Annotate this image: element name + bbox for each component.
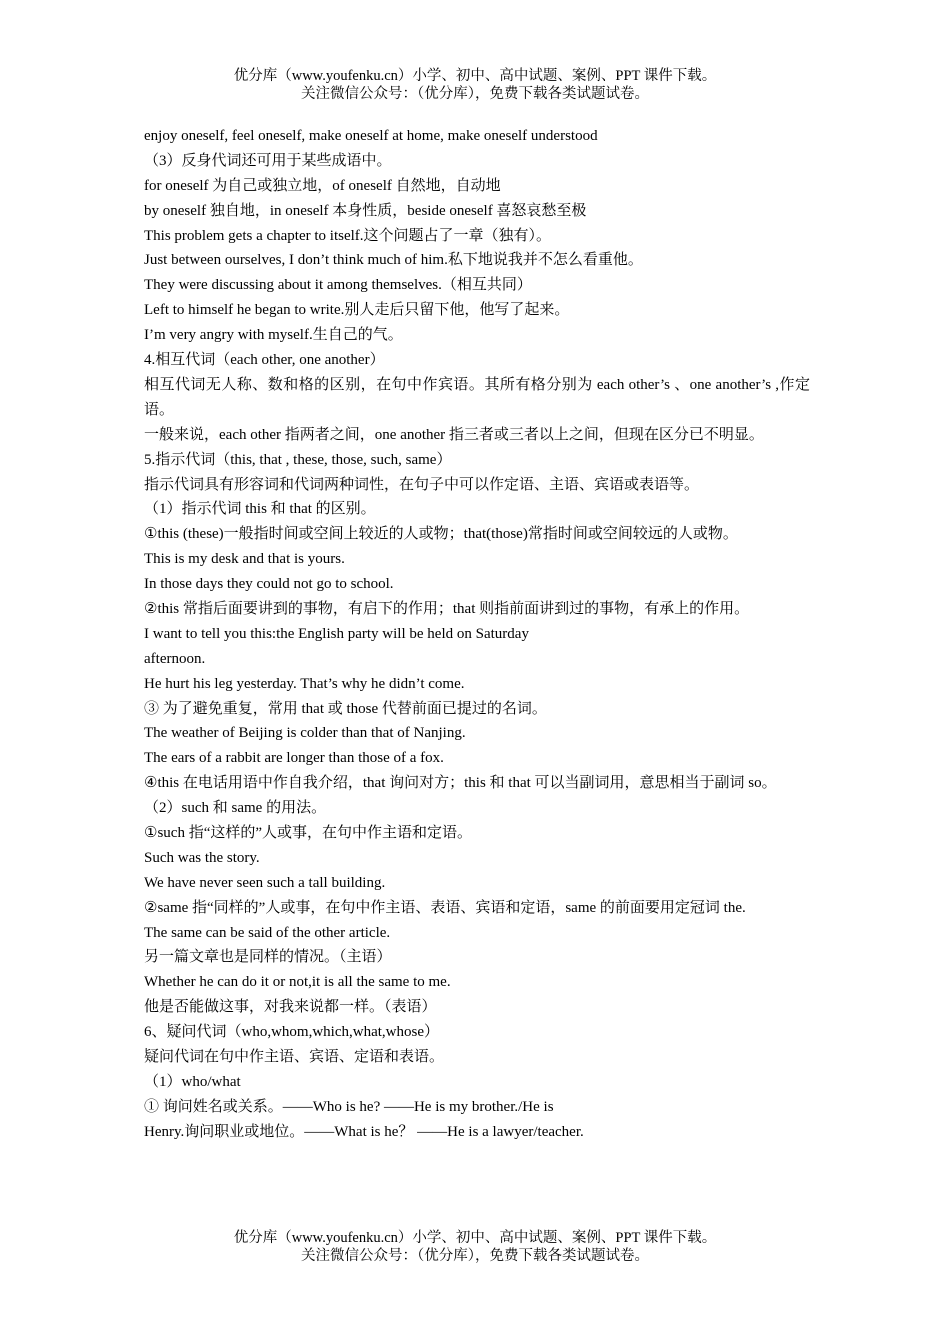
- text-line: This problem gets a chapter to itself.这个问题占了一章（独有）。: [144, 227, 552, 244]
- page-header: [0, 67, 950, 103]
- text-line: 他是否能做这事，对我来说都一样。（表语）: [144, 999, 437, 1016]
- header-line-2: 关注微信公众号：（优分库），免费下载各类试题试卷。: [301, 86, 649, 102]
- paragraph: 一般来说，each other 指两者之间，one another 指三者或三者以上之间，但现在区分已不明显。: [144, 426, 764, 443]
- footer-line-2: 关注微信公众号：（优分库），免费下载各类试题试卷。: [301, 1248, 649, 1264]
- text-line: ① 询问姓名或关系。——Who is he? ——He is my brother./He is: [144, 1098, 554, 1115]
- example-sentence: Whether he can do it or not,it is all the same to me.: [144, 974, 451, 991]
- text-line: for oneself 为自己或独立地，of oneself 自然地，自动地: [144, 177, 501, 194]
- text-line: 指示代词具有形容词和代词两种词性，在句子中可以作定语、主语、宾语或表语等。: [144, 476, 700, 493]
- example-sentence: He hurt his leg yesterday. That’s why he didn’t come.: [144, 675, 465, 692]
- section-heading: 5.指示代词（this, that , these, those, such, same）: [144, 451, 452, 468]
- text-line: ②this 常指后面要讲到的事物，有启下的作用；that 则指前面讲到过的事物，有承上的作用。: [144, 600, 750, 617]
- example-sentence: Such was the story.: [144, 849, 260, 866]
- example-sentence: I want to tell you this:the English party will be held on Saturday: [144, 625, 529, 642]
- text-line: Henry.询问职业或地位。——What is he？ ——He is a lawyer/teacher.: [144, 1123, 584, 1140]
- paragraph: ②same 指“同样的”人或事，在句中作主语、表语、宾语和定语，same 的前面要用定冠词 the.: [144, 899, 746, 916]
- text-line: enjoy oneself, feel oneself, make oneself at home, make oneself understood: [144, 128, 598, 144]
- text-line: ③ 为了避免重复，常用 that 或 those 代替前面已提过的名词。: [144, 700, 547, 717]
- document-body: [144, 124, 810, 1145]
- page-footer: [0, 1229, 950, 1265]
- paragraph: 相互代词无人称、数和格的区别，在句中作宾语。其所有格分别为 each other’s 、one another’s ,作定语。: [144, 376, 810, 418]
- example-sentence: In those days they could not go to school.: [144, 576, 394, 593]
- text-line: ①this (these)一般指时间或空间上较近的人或物；that(those)常指时间或空间较远的人或物。: [144, 526, 738, 543]
- text-line: by oneself 独自地，in oneself 本身性质，beside oneself 喜怒哀愁至极: [144, 202, 587, 219]
- example-sentence: The weather of Beijing is colder than that of Nanjing.: [144, 725, 466, 742]
- section-heading: 6、疑问代词（who,whom,which,what,whose）: [144, 1024, 439, 1041]
- header-line-1: 优分库（www.youfenku.cn）小学、初中、高中试题、案例、PPT 课件下载。: [233, 68, 717, 84]
- text-line: They were discussing about it among themselves.（相互共同）: [144, 277, 532, 294]
- text-line: （3）反身代词还可用于某些成语中。: [144, 152, 392, 169]
- text-line: （1）指示代词 this 和 that 的区别。: [144, 501, 376, 518]
- paragraph: ④this 在电话用语中作自我介绍，that 询问对方；this 和 that 可以当副词用，意思相当于副词 so。: [144, 775, 777, 792]
- footer-line-1: 优分库（www.youfenku.cn）小学、初中、高中试题、案例、PPT 课件下载。: [233, 1230, 717, 1246]
- example-sentence: afternoon.: [144, 650, 206, 667]
- text-line: 疑问代词在句中作主语、宾语、定语和表语。: [144, 1049, 445, 1066]
- example-sentence: The same can be said of the other article.: [144, 924, 391, 941]
- text-line: （2）such 和 same 的用法。: [144, 800, 327, 817]
- example-sentence: The ears of a rabbit are longer than those of a fox.: [144, 750, 444, 767]
- text-line: I’m very angry with myself.生自己的气。: [144, 327, 403, 344]
- example-sentence: We have never seen such a tall building.: [144, 874, 386, 891]
- text-line: Left to himself he began to write.别人走后只留下他，他写了起来。: [144, 302, 570, 319]
- text-line: 另一篇文章也是同样的情况。（主语）: [144, 949, 392, 966]
- example-sentence: This is my desk and that is yours.: [144, 551, 345, 568]
- section-heading: 4.相互代词（each other, one another）: [144, 352, 385, 369]
- text-line: ①such 指“这样的”人或事，在句中作主语和定语。: [144, 825, 473, 841]
- text-line: （1）who/what: [144, 1073, 241, 1090]
- text-line: Just between ourselves, I don’t think much of him.私下地说我并不怎么看重他。: [144, 252, 643, 269]
